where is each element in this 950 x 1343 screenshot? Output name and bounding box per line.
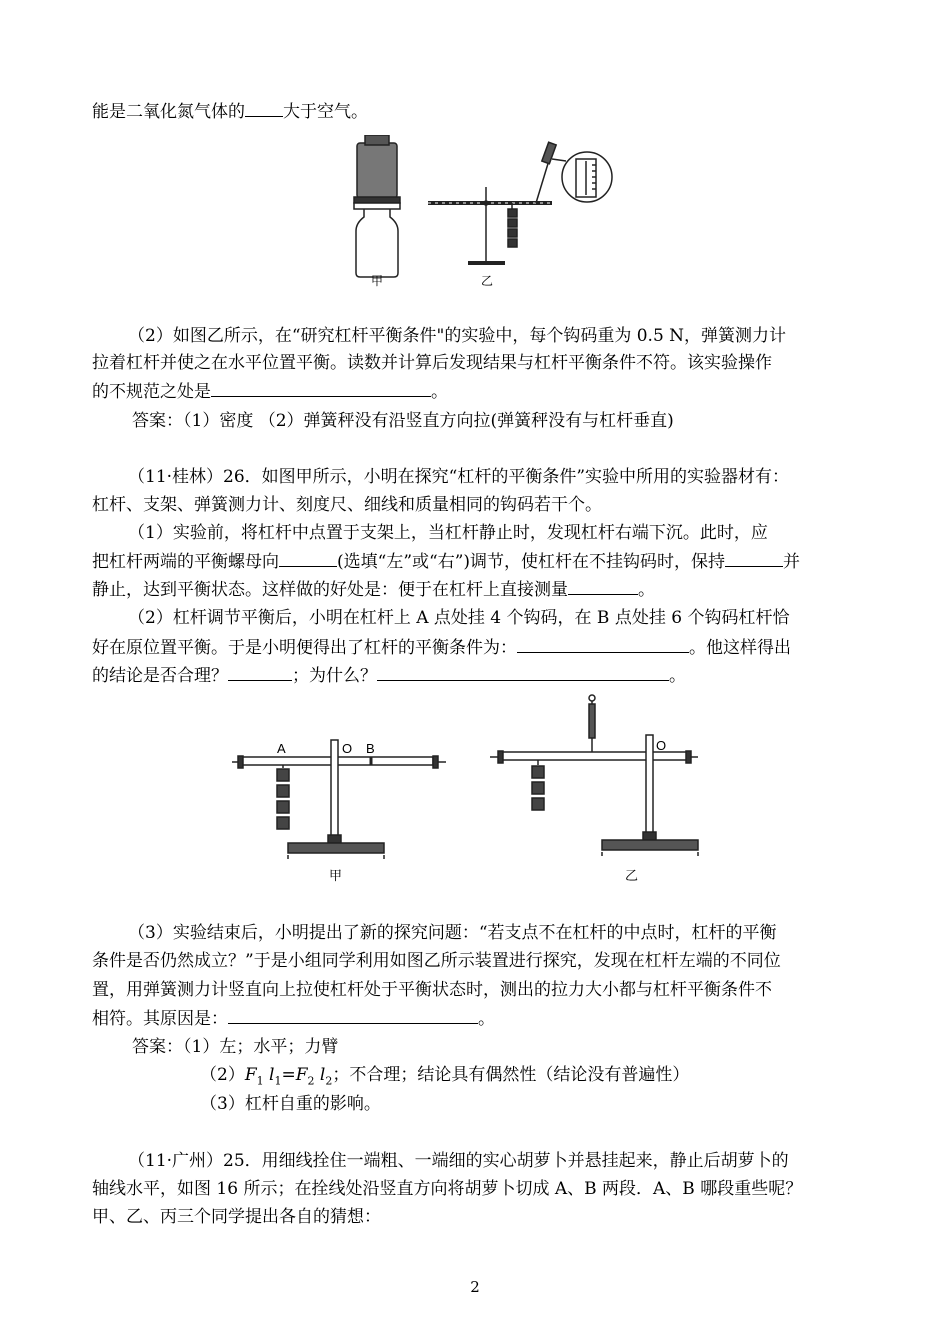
formula-symbol: l — [269, 1065, 275, 1085]
lever-experiment-figure — [228, 690, 708, 890]
fig-label-yi: 乙 — [625, 869, 639, 884]
text-line — [92, 1007, 495, 1030]
text: （2） — [200, 1065, 245, 1085]
answer-line: 答案：（1）左；水平；力臂 — [132, 1037, 339, 1057]
formula-equals: = — [281, 1065, 296, 1085]
top-figure — [340, 135, 630, 295]
answer-blank — [228, 1007, 478, 1024]
answer-blank — [568, 578, 638, 595]
answer-line: 答案：（1）密度 （2）弹簧秤没有沿竖直方向拉(弹簧秤没有与杠杆垂直) — [132, 411, 674, 431]
text-line — [92, 380, 448, 403]
text: 。 — [669, 666, 686, 686]
text-line: （3）实验结束后，小明提出了新的探究问题：“若支点不在杠杆的中点时，杠杆的平衡 — [128, 923, 777, 943]
text: ；为什么？ — [292, 666, 377, 686]
text-line — [92, 550, 800, 573]
fig-label-yi: 乙 — [481, 274, 494, 288]
answer-blank — [211, 380, 431, 397]
text: 相符。其原因是： — [92, 1009, 228, 1029]
page-number: 2 — [470, 1278, 480, 1296]
formula-symbol: l — [319, 1065, 326, 1085]
text-line: 杠杆、支架、弹簧测力计、刻度尺、细线和质量相同的钩码若干个。 — [92, 495, 602, 515]
fig-label-jia: 甲 — [329, 869, 343, 884]
lever-scale-figure — [428, 142, 612, 263]
formula-subscript: 1 — [274, 1074, 282, 1088]
text-line — [92, 664, 686, 687]
point-label-o: O — [342, 741, 353, 756]
answer-line — [200, 1064, 689, 1092]
text-line: 甲、乙、丙三个同学提出各自的猜想： — [92, 1207, 381, 1227]
text: 。 — [638, 580, 655, 600]
point-label-b: B — [366, 741, 375, 756]
gas-jars-figure — [354, 135, 400, 277]
answer-line: （3）杠杆自重的影响。 — [200, 1094, 381, 1114]
text-line — [92, 100, 368, 123]
answer-blank — [517, 636, 689, 653]
text: 。 — [431, 382, 448, 402]
lever-yi — [490, 695, 698, 856]
answer-blank — [377, 664, 669, 681]
text: 能是二氧化氮气体的 — [92, 102, 245, 122]
formula-symbol: F — [295, 1065, 308, 1085]
text: 并 — [783, 552, 801, 572]
text-line: 拉着杠杆并使之在水平位置平衡。读数并计算后发现结果与杠杆平衡条件不符。该实验操作 — [92, 353, 772, 373]
text-line — [92, 578, 655, 601]
text-line: 轴线水平，如图 16 所示；在拴线处沿竖直方向将胡萝卜切成 A、B 两段．A、B 哪段重些呢？ — [92, 1179, 803, 1199]
formula-subscript: 2 — [307, 1074, 315, 1088]
text: 大于空气。 — [283, 102, 368, 122]
answer-blank — [725, 550, 783, 567]
text: 的不规范之处是 — [92, 382, 211, 402]
text-line: （11·广州）25．用细线拴住一端粗、一端细的实心胡萝卜并悬挂起来，静止后胡萝卜的 — [128, 1151, 789, 1171]
formula-subscript: 2 — [325, 1074, 333, 1088]
text-line — [92, 636, 791, 659]
text-line: （2）如图乙所示，在“研究杠杆平衡条件"的实验中，每个钩码重为 0.5 N，弹簧测力计 — [128, 326, 787, 346]
answer-blank — [279, 550, 337, 567]
text: 的结论是否合理？ — [92, 666, 228, 686]
text-line: （2）杠杆调节平衡后，小明在杠杆上 A 点处挂 4 个钩码，在 B 点处挂 6 个钩码杠杆恰 — [128, 608, 790, 628]
point-label-a: A — [277, 741, 286, 756]
text: (选填“左”或“右”)调节，使杠杆在不挂钩码时，保持 — [337, 552, 726, 572]
answer-blank — [245, 100, 283, 117]
answer-blank — [228, 664, 292, 681]
formula-symbol: F — [244, 1065, 257, 1085]
text: 。他这样得出 — [689, 638, 791, 658]
text-line: （11·桂林）26．如图甲所示，小明在探究“杠杆的平衡条件”实验中所用的实验器材有： — [128, 467, 790, 487]
text-line: 置，用弹簧测力计竖直向上拉使杠杆处于平衡状态时，测出的拉力大小都与杠杆平衡条件不 — [92, 980, 772, 1000]
text: 静止，达到平衡状态。这样做的好处是：便于在杠杆上直接测量 — [92, 580, 568, 600]
text-line: 条件是否仍然成立？”于是小组同学利用如图乙所示装置进行探究，发现在杠杆左端的不同位 — [92, 951, 781, 971]
text: ；不合理；结论具有偶然性（结论没有普遍性） — [332, 1065, 690, 1085]
lever-jia — [232, 740, 446, 859]
balance-formula — [244, 1065, 333, 1088]
point-label-o: O — [656, 738, 667, 753]
text: 。 — [478, 1009, 495, 1029]
text: 把杠杆两端的平衡螺母向 — [92, 552, 279, 572]
text-line: （1）实验前，将杠杆中点置于支架上，当杠杆静止时，发现杠杆右端下沉。此时，应 — [128, 523, 768, 543]
fig-label-jia: 甲 — [371, 274, 384, 288]
text: 好在原位置平衡。于是小明便得出了杠杆的平衡条件为： — [92, 638, 517, 658]
formula-subscript: 1 — [256, 1074, 264, 1088]
